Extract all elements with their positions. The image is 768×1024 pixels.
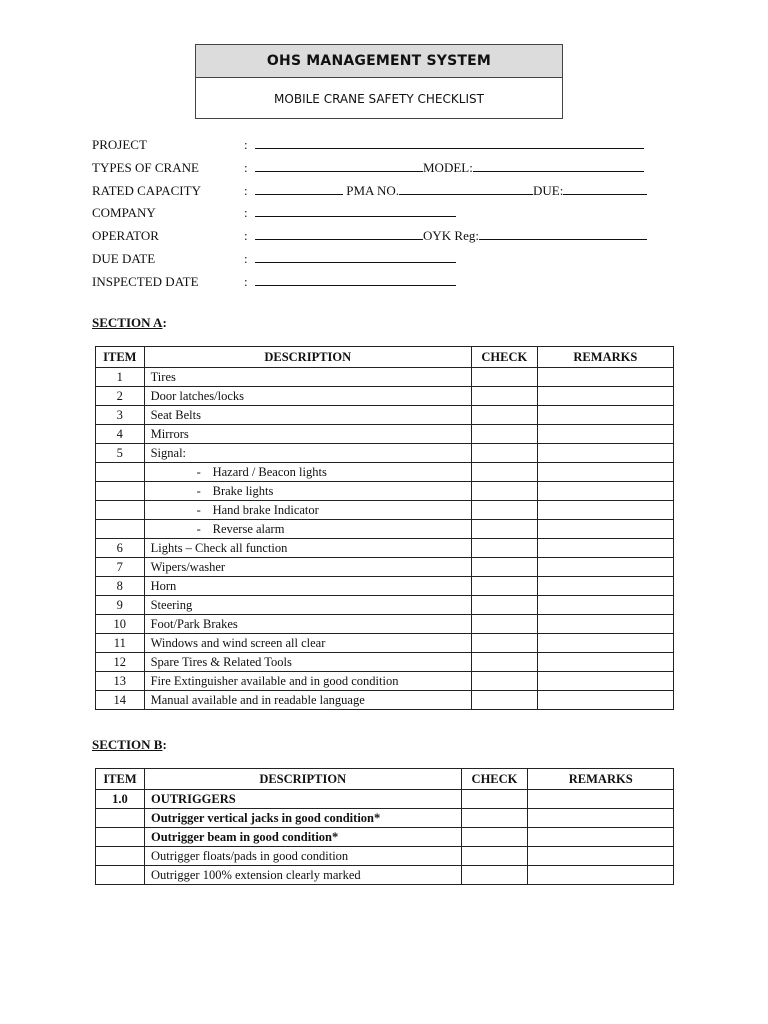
item-description: Outrigger 100% extension clearly marked	[144, 866, 461, 885]
field-label: COMPANY	[92, 205, 156, 221]
item-number	[96, 482, 145, 501]
company-field[interactable]	[255, 202, 456, 217]
operator-field[interactable]	[255, 225, 423, 240]
table-row	[96, 615, 674, 634]
remarks-cell[interactable]	[528, 866, 674, 885]
section-b-table	[95, 768, 674, 885]
model-field[interactable]	[473, 157, 644, 172]
info-row-project	[92, 134, 692, 157]
remarks-cell[interactable]	[537, 653, 673, 672]
field-label: OPERATOR	[92, 228, 159, 244]
check-cell[interactable]	[471, 387, 537, 406]
oyk-reg-field[interactable]	[479, 225, 647, 240]
item-description: Signal:	[144, 444, 471, 463]
field-label: TYPES OF CRANE	[92, 159, 199, 175]
check-cell[interactable]	[471, 482, 537, 501]
item-number	[96, 828, 145, 847]
field-colon: :	[244, 182, 248, 198]
table-row	[96, 790, 674, 809]
item-number	[96, 847, 145, 866]
info-row-company	[92, 202, 692, 225]
check-cell[interactable]	[461, 828, 528, 847]
info-row-due-date	[92, 248, 692, 271]
item-description: Outrigger beam in good condition*	[144, 828, 461, 847]
table-row	[96, 501, 674, 520]
table-row	[96, 482, 674, 501]
table-row	[96, 691, 674, 710]
check-cell[interactable]	[461, 809, 528, 828]
remarks-cell[interactable]	[537, 368, 673, 387]
item-description: Spare Tires & Related Tools	[144, 653, 471, 672]
check-cell[interactable]	[471, 520, 537, 539]
col-header-item: ITEM	[96, 769, 145, 790]
item-description	[144, 520, 471, 539]
table-row	[96, 847, 674, 866]
remarks-cell[interactable]	[528, 828, 674, 847]
field-label: PROJECT	[92, 137, 147, 152]
check-cell[interactable]	[461, 866, 528, 885]
check-cell[interactable]	[471, 577, 537, 596]
item-description: Wipers/washer	[144, 558, 471, 577]
item-description	[144, 501, 471, 520]
table-row	[96, 672, 674, 691]
item-number: 5	[96, 444, 145, 463]
check-cell[interactable]	[471, 539, 537, 558]
bullet-dash: -	[196, 503, 201, 517]
item-number	[96, 866, 145, 885]
table-row	[96, 368, 674, 387]
table-header-row	[96, 769, 674, 790]
field-colon: :	[244, 159, 248, 175]
check-cell[interactable]	[471, 672, 537, 691]
remarks-cell[interactable]	[537, 691, 673, 710]
table-row	[96, 539, 674, 558]
item-description: Seat Belts	[144, 406, 471, 425]
check-cell[interactable]	[471, 444, 537, 463]
remarks-cell[interactable]	[537, 615, 673, 634]
table-row	[96, 596, 674, 615]
info-row-inspected-date	[92, 271, 692, 294]
model-label: MODEL:	[423, 159, 473, 175]
table-row	[96, 520, 674, 539]
col-header-check: CHECK	[471, 347, 537, 368]
item-description: Outrigger floats/pads in good condition	[144, 847, 461, 866]
check-cell[interactable]	[461, 847, 528, 866]
check-cell[interactable]	[471, 501, 537, 520]
item-number: 2	[96, 387, 145, 406]
check-cell[interactable]	[471, 463, 537, 482]
table-header-row	[96, 347, 674, 368]
field-colon: :	[244, 250, 248, 266]
table-row	[96, 387, 674, 406]
info-row-rated-capacity	[92, 180, 692, 203]
table-row	[96, 653, 674, 672]
table-row	[96, 577, 674, 596]
remarks-cell[interactable]	[537, 387, 673, 406]
col-header-remarks: REMARKS	[537, 347, 673, 368]
item-description: Windows and wind screen all clear	[144, 634, 471, 653]
remarks-cell[interactable]	[537, 539, 673, 558]
section-a-title: SECTION A:	[92, 315, 167, 330]
table-row	[96, 634, 674, 653]
item-number: 6	[96, 539, 145, 558]
field-label: DUE DATE	[92, 250, 156, 266]
item-number	[96, 501, 145, 520]
remarks-cell[interactable]	[537, 501, 673, 520]
table-row	[96, 444, 674, 463]
field-colon: :	[244, 273, 248, 289]
item-description: Door latches/locks	[144, 387, 471, 406]
remarks-cell[interactable]	[528, 847, 674, 866]
table-row	[96, 828, 674, 847]
remarks-cell[interactable]	[537, 406, 673, 425]
remarks-cell[interactable]	[537, 425, 673, 444]
remarks-cell[interactable]	[537, 463, 673, 482]
item-number	[96, 463, 145, 482]
remarks-cell[interactable]	[537, 482, 673, 501]
table-row	[96, 866, 674, 885]
item-number: 8	[96, 577, 145, 596]
document-subtitle: MOBILE CRANE SAFETY CHECKLIST	[274, 91, 484, 106]
remarks-cell[interactable]	[537, 558, 673, 577]
due-label: DUE:	[533, 182, 564, 198]
document-title: OHS MANAGEMENT SYSTEM	[196, 45, 562, 78]
sub-item-label: Hand brake Indicator	[212, 503, 319, 517]
bullet-dash: -	[196, 522, 201, 536]
sub-item-label: Hazard / Beacon lights	[212, 465, 327, 479]
table-row	[96, 809, 674, 828]
field-label: INSPECTED DATE	[92, 273, 199, 289]
item-number: 1.0	[96, 790, 145, 809]
info-fields	[92, 134, 692, 294]
check-cell[interactable]	[461, 790, 528, 809]
due-date-field[interactable]	[255, 248, 456, 263]
col-header-check: CHECK	[461, 769, 528, 790]
remarks-cell[interactable]	[537, 634, 673, 653]
item-number: 3	[96, 406, 145, 425]
item-description: Tires	[144, 368, 471, 387]
crane-type-field[interactable]	[255, 157, 423, 172]
check-cell[interactable]	[471, 596, 537, 615]
check-cell[interactable]	[471, 425, 537, 444]
field-colon: :	[244, 137, 248, 152]
table-row	[96, 406, 674, 425]
item-number: 12	[96, 653, 145, 672]
due-field[interactable]	[563, 180, 647, 195]
remarks-cell[interactable]	[537, 444, 673, 463]
item-description: Foot/Park Brakes	[144, 615, 471, 634]
pma-no-label: PMA NO.	[346, 182, 399, 198]
check-cell[interactable]	[471, 634, 537, 653]
info-row-operator	[92, 225, 692, 248]
item-number: 1	[96, 368, 145, 387]
oyk-reg-label: OYK Reg:	[423, 228, 479, 244]
title-box	[195, 44, 563, 119]
item-description	[144, 482, 471, 501]
remarks-cell[interactable]	[528, 790, 674, 809]
item-description: Fire Extinguisher available and in good condition	[144, 672, 471, 691]
pma-no-field[interactable]	[399, 180, 533, 195]
col-header-description: DESCRIPTION	[144, 769, 461, 790]
remarks-cell[interactable]	[537, 672, 673, 691]
bullet-dash: -	[196, 484, 201, 498]
section-a-table	[95, 346, 674, 710]
remarks-cell[interactable]	[537, 596, 673, 615]
remarks-cell[interactable]	[537, 520, 673, 539]
item-description: OUTRIGGERS	[144, 790, 461, 809]
item-description: Horn	[144, 577, 471, 596]
item-description: Outrigger vertical jacks in good condition*	[144, 809, 461, 828]
field-label: RATED CAPACITY	[92, 182, 201, 198]
check-cell[interactable]	[471, 558, 537, 577]
table-row	[96, 463, 674, 482]
table-row	[96, 558, 674, 577]
item-description: Lights – Check all function	[144, 539, 471, 558]
rated-capacity-field[interactable]	[255, 180, 343, 195]
item-description: Mirrors	[144, 425, 471, 444]
col-header-item: ITEM	[96, 347, 145, 368]
section-a-body	[96, 368, 674, 710]
section-b-body	[96, 790, 674, 885]
item-number: 9	[96, 596, 145, 615]
item-number: 7	[96, 558, 145, 577]
inspected-date-field[interactable]	[255, 271, 456, 286]
remarks-cell[interactable]	[537, 577, 673, 596]
field-colon: :	[244, 228, 248, 244]
bullet-dash: -	[196, 465, 201, 479]
project-field[interactable]	[255, 134, 644, 149]
item-description: Steering	[144, 596, 471, 615]
item-description	[144, 463, 471, 482]
item-number: 4	[96, 425, 145, 444]
check-cell[interactable]	[471, 691, 537, 710]
item-number: 11	[96, 634, 145, 653]
item-number: 10	[96, 615, 145, 634]
item-description: Manual available and in readable language	[144, 691, 471, 710]
item-number	[96, 809, 145, 828]
check-cell[interactable]	[471, 406, 537, 425]
remarks-cell[interactable]	[528, 809, 674, 828]
check-cell[interactable]	[471, 653, 537, 672]
info-row-crane-type	[92, 157, 692, 180]
check-cell[interactable]	[471, 615, 537, 634]
field-colon: :	[244, 205, 248, 221]
col-header-description: DESCRIPTION	[144, 347, 471, 368]
item-number	[96, 520, 145, 539]
col-header-remarks: REMARKS	[528, 769, 674, 790]
section-b-title: SECTION B:	[92, 737, 167, 752]
sub-item-label: Brake lights	[212, 484, 274, 498]
item-number: 14	[96, 691, 145, 710]
item-number: 13	[96, 672, 145, 691]
sub-item-label: Reverse alarm	[212, 522, 285, 536]
check-cell[interactable]	[471, 368, 537, 387]
table-row	[96, 425, 674, 444]
